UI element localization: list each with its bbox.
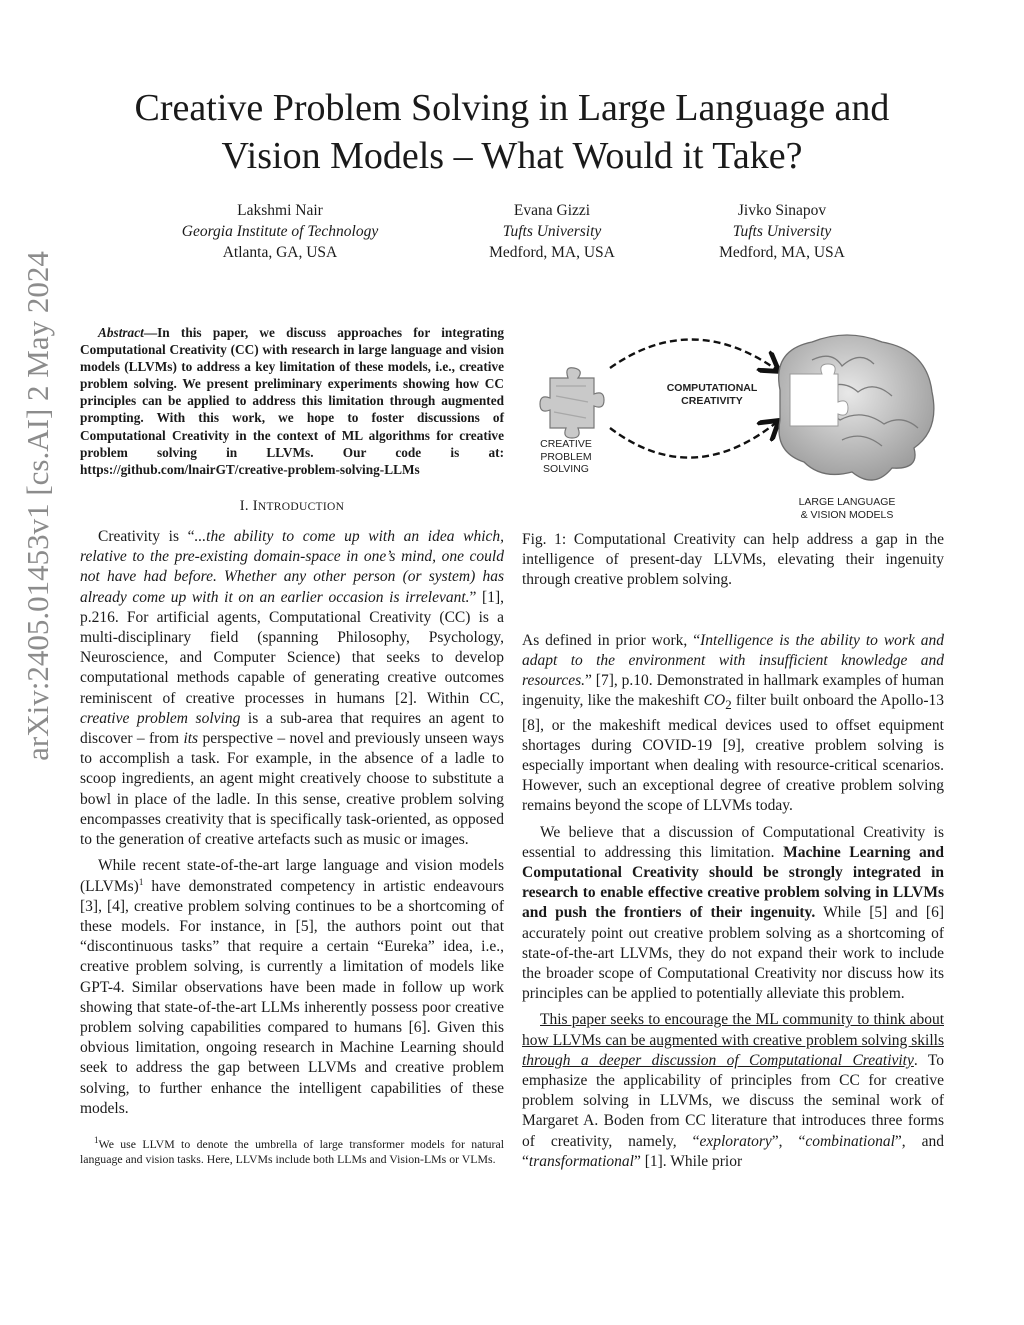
bold-claim: Machine Learning and Computational Creativity should be strongly integrated in research to enable effective creative problem solving in LLVMs and push the frontiers of their ingenuity. — [522, 843, 945, 922]
right-paragraph-3 — [522, 1010, 944, 1172]
right-paragraph-2 — [522, 823, 944, 1005]
right-column — [522, 530, 944, 1178]
author-name: Evana Gizzi — [513, 202, 591, 219]
co2-subscript: 2 — [725, 697, 732, 713]
label-line: PROBLEM — [540, 450, 592, 463]
author-location: Atlanta, GA, USA — [222, 244, 338, 261]
abstract — [80, 324, 504, 478]
arxiv-sidebar-stamp: arXiv:2405.01453v1 [cs.AI] 2 May 2024 — [20, 251, 55, 761]
label-computational-creativity — [622, 382, 802, 407]
text-run: ” [1], p.216. For artificial agents, Computational Creativity (CC) is a multi-disciplinary field (spanning Philosophy, Psychology, Neuroscience, and Computer Science) that seeks to develop computational methods capable of generating creative outcomes reminiscent of creative processes in humans [2]. Within CC, — [80, 588, 504, 707]
author-3 — [692, 200, 872, 263]
author-1 — [170, 200, 390, 263]
title-line-1: Creative Problem Solving in Large Language and — [134, 87, 890, 129]
intro-paragraph-2 — [80, 856, 504, 1119]
text-run: While recent state-of-the-art large language and vision models (LLVMs) — [80, 857, 504, 895]
label-line: LARGE LANGUAGE — [798, 496, 896, 508]
text-run: While [5] and [6] accurately point out creative problem solving as a shortcoming of state-of-the-art LLVMs, they do not expand their work to include the broader scope of Computational Creativity nor discuss how its principles can be applied to potentially alleviate this problem. — [522, 904, 944, 1003]
co2-formula: CO — [703, 692, 726, 710]
text-run: have demonstrated competency in artistic endeavours [3], [4], creative problem solving continues to be a shortcoming of these models. For instance, in [5], the authors point out that “discontinuous tasks” that require a certain “Eureka” idea, i.e., creative problem solving, is currently a limitation of models like GPT-4. Similar observations have been made in follow up work showing that state-of-the-art LLMs inherently possess poor creative problem solving capabilities compared to humans [6]. Given this obvious limitation, ongoing research in Machine Learning should seek to address the gap between LLVMs and creative problem solving, to further enhance the intelligent capabilities of these models. — [80, 877, 504, 1117]
text-run: perspective – novel and previously unseen ways to accomplish a task. For example, in the absence of a ladle to scoop ingredients, an agent might creatively choose to substitute a bowl in place of the ladle. In this sense, creative problem solving encompasses creativity that is specifically task-oriented, as opposed to the generation of creative artefacts such as music or images. — [80, 730, 504, 849]
brain-icon — [779, 335, 934, 480]
footnote — [80, 1137, 504, 1167]
underlined-text: This paper seeks to encourage the ML community to think about how LLVMs can be augmented with creative problem solving skills — [522, 1011, 944, 1049]
abstract-text: —In this paper, we discuss approaches for integrating Computational Creativity (CC) with research in large language and vision models (LLVMs) to address a key limitation of these models, i.e., creative problem solving. We present preliminary experiments showing how CC principles can be applied to address this limitation through augmented prompting. With this work, we hope to foster discussions of Computational Creativity in the context of ML algorithms for creative problem solving in LLVMs. Our code is at: https://github.com/lnairGT/creative-problem-solving-LLMs — [80, 325, 504, 477]
emphasis: combinational — [805, 1132, 895, 1150]
intro-paragraph-1 — [80, 527, 504, 850]
paper-title — [60, 84, 964, 180]
right-paragraph-1 — [522, 631, 944, 817]
author-affiliation: Georgia Institute of Technology — [181, 223, 379, 240]
arrow-lower — [610, 422, 777, 458]
text-run: . To emphasize the applicability of principles from CC for creative problem solving in LLVMs, we discuss the seminal work of Margaret A. Boden from CC literature that introduces three forms of creativity, namely, “ — [522, 1051, 945, 1150]
footnote-mark: 1 — [94, 1135, 99, 1146]
label-line: CREATIVE — [540, 438, 592, 450]
puzzle-piece-icon — [540, 368, 604, 438]
abstract-label: Abstract — [98, 325, 144, 340]
figure-1-caption: Fig. 1: Computational Creativity can help address a gap in the intelligence of present-day LLVMs, elevating their ingenuity through creative problem solving. — [522, 531, 944, 589]
text-run: is a sub-area that requires an agent to discover – from — [80, 709, 504, 748]
arrow-upper — [610, 339, 777, 370]
author-affiliation: Tufts University — [732, 223, 832, 240]
section-heading-introduction — [80, 496, 504, 517]
section-number: I. — [239, 497, 253, 514]
text-run: Creativity is “ — [98, 528, 195, 546]
label-line: SOLVING — [543, 463, 589, 475]
label-llvm — [782, 496, 912, 521]
section-initial: I — [252, 497, 258, 514]
emphasis: creative problem solving — [80, 709, 241, 727]
author-location: Medford, MA, USA — [489, 244, 615, 261]
underlined-emphasis: through a deeper discussion of Computational Creativity — [522, 1051, 914, 1069]
emphasis: exploratory — [699, 1132, 772, 1150]
label-line: CREATIVITY — [681, 394, 743, 407]
text-run: ”, and “ — [522, 1132, 944, 1170]
figure-1-diagram — [522, 320, 944, 525]
figure-1 — [522, 320, 944, 525]
emphasis: transformational — [528, 1152, 634, 1170]
left-column — [80, 324, 504, 1167]
section-smallcaps: NTRODUCTION — [257, 500, 345, 513]
label-line: & VISION MODELS — [800, 508, 894, 521]
text-run: ” [7], p.10. Demonstrated in hallmark examples of human ingenuity, like the makeshift — [522, 672, 944, 710]
label-creative-problem-solving — [522, 438, 610, 476]
intelligence-quote: Intelligence is the ability to work and adapt to the environment with insufficient knowledge and resources. — [522, 631, 945, 690]
author-location: Medford, MA, USA — [719, 244, 845, 261]
footnote-text: We use LLVM to denote the umbrella of large transformer models for natural language and vision tasks. Here, LLVMs include both LLMs and Vision-LMs or VLMs. — [80, 1136, 504, 1166]
text-run: As defined in prior work, “ — [522, 631, 701, 649]
footnote-reference[interactable]: 1 — [138, 876, 144, 887]
author-2 — [452, 200, 652, 263]
text-run: filter built onboard the Apollo-13 [8], or the makeshift medical devices used to offset equipment shortages during COVID-19 [9], creative problem solving is especially important when dealing with resource-critical scenarios. However, such an exceptional degree of creative problem solving remains beyond the scope of LLVMs today. — [522, 692, 944, 815]
emphasis: its — [183, 730, 199, 748]
author-name: Lakshmi Nair — [237, 202, 323, 219]
label-line: COMPUTATIONAL — [666, 382, 758, 394]
title-line-2: Vision Models – What Would it Take? — [221, 135, 803, 177]
author-name: Jivko Sinapov — [737, 202, 827, 219]
text-run: ” [1]. While prior — [633, 1152, 743, 1170]
author-affiliation: Tufts University — [502, 223, 602, 240]
text-run: We believe that a discussion of Computational Creativity is essential to addressing this limitation. — [522, 823, 944, 861]
text-run: ”, “ — [771, 1132, 806, 1150]
creativity-quote: ...the ability to come up with an idea which, relative to the pre-existing domain-space in one’s mind, one could not have had before. Whether any other person (or system) has already come up with it on an earlier occasion is irrelevant. — [80, 528, 505, 606]
